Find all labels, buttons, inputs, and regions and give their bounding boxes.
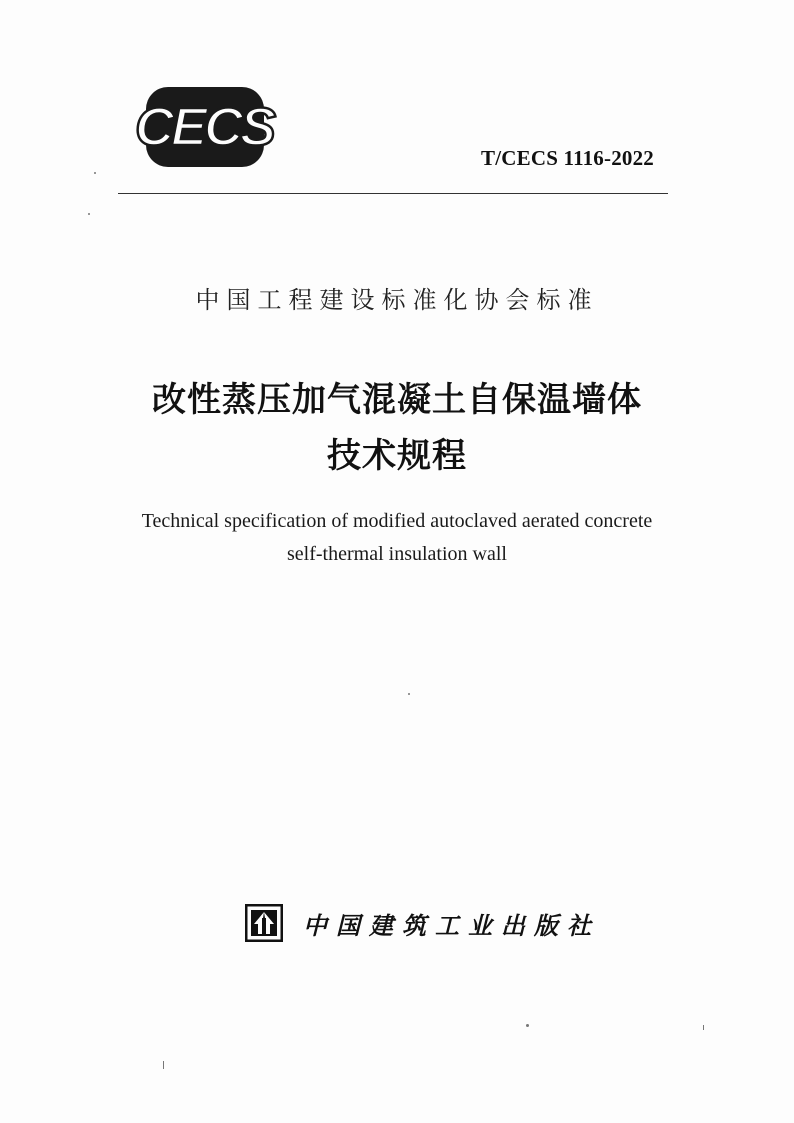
scan-speck bbox=[88, 213, 90, 215]
header-divider bbox=[118, 193, 668, 194]
scan-speck bbox=[703, 1025, 704, 1030]
scan-speck bbox=[163, 1061, 164, 1069]
cecs-logo-icon bbox=[126, 85, 282, 169]
publisher bbox=[245, 903, 600, 943]
publisher-name: 中国建筑工业出版社 bbox=[303, 910, 600, 940]
scan-speck bbox=[408, 693, 410, 695]
association-title: 中国工程建设标准化协会标准 bbox=[195, 286, 599, 314]
title-en-line2: self-thermal insulation wall bbox=[287, 543, 507, 565]
standard-number: T/CECS 1116-2022 bbox=[481, 146, 654, 170]
scan-speck bbox=[94, 172, 96, 174]
publisher-logo-icon bbox=[245, 904, 283, 942]
title-cn-line2: 技术规程 bbox=[327, 436, 467, 476]
title-cn-line1: 改性蒸压加气混凝土自保温墙体 bbox=[152, 380, 642, 420]
svg-text:CECS: CECS bbox=[134, 97, 274, 157]
title-en-line1: Technical specification of modified autoclaved aerated concrete bbox=[141, 510, 653, 532]
scan-speck bbox=[526, 1024, 529, 1027]
